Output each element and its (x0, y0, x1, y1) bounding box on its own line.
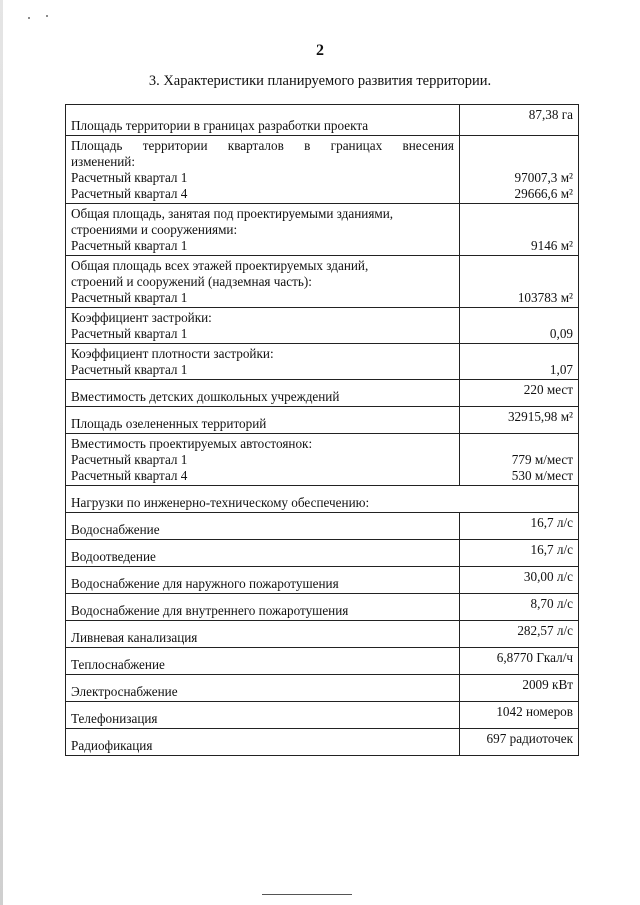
row-label (66, 344, 460, 380)
row-label-line: Расчетный квартал 4 (71, 468, 188, 483)
scan-edge (0, 0, 3, 905)
table-row (66, 486, 579, 513)
row-value (460, 344, 579, 380)
row-label-line: Расчетный квартал 1 (71, 238, 188, 253)
row-label-line: Телефонизация (71, 711, 158, 726)
footer-rule (262, 894, 352, 895)
table-row (66, 344, 579, 380)
row-value (460, 434, 579, 486)
row-value (460, 308, 579, 344)
row-value-line: 530 м/мест (511, 468, 573, 483)
table-row (66, 136, 579, 204)
row-label-line: Коэффициент плотности застройки: (71, 346, 274, 361)
row-value-line: 32915,98 м² (507, 409, 573, 424)
row-label-line: изменений: (71, 154, 136, 169)
row-label (66, 648, 460, 675)
row-value-line: 2009 кВт (522, 677, 573, 692)
row-label (66, 675, 460, 702)
row-value-line: 87,38 га (528, 107, 573, 122)
row-label (66, 594, 460, 621)
table-row (66, 105, 579, 136)
table-row (66, 434, 579, 486)
table-row (66, 513, 579, 540)
row-value (460, 594, 579, 621)
row-value (460, 648, 579, 675)
row-value-line: 9146 м² (531, 238, 573, 253)
row-label-line: Расчетный квартал 1 (71, 452, 188, 467)
scan-speck (28, 17, 30, 19)
row-value-line: 282,57 л/с (517, 623, 573, 638)
row-label-line: Расчетный квартал 4 (71, 186, 188, 201)
table-row (66, 594, 579, 621)
row-label-line: Теплоснабжение (71, 657, 165, 672)
table-row (66, 308, 579, 344)
row-value-line: 697 радиоточек (486, 731, 573, 746)
row-label-line: Площадь территории в границах разработки проекта (71, 118, 369, 133)
row-label (66, 308, 460, 344)
row-value-line: 1042 номеров (496, 704, 573, 719)
row-label (66, 513, 460, 540)
row-label (66, 434, 460, 486)
row-value (460, 621, 579, 648)
row-label (66, 380, 460, 407)
row-value (460, 702, 579, 729)
row-value (460, 729, 579, 756)
row-value (460, 513, 579, 540)
row-label-line: Водоснабжение для наружного пожаротушения (71, 576, 339, 591)
row-value-line: 1,07 (549, 362, 573, 377)
row-value-line: 30,00 л/с (523, 569, 573, 584)
table-row (66, 256, 579, 308)
row-value (460, 204, 579, 256)
row-value (460, 136, 579, 204)
row-value-line: 29666,6 м² (514, 186, 573, 201)
row-label (66, 256, 460, 308)
row-value (460, 567, 579, 594)
row-label (66, 729, 460, 756)
row-label-line: строениями и сооружениями: (71, 222, 238, 237)
table-row (66, 648, 579, 675)
row-label-line: Коэффициент застройки: (71, 310, 212, 325)
scan-speck (46, 15, 48, 17)
characteristics-table (65, 104, 579, 756)
row-value-line: 6,8770 Гкал/ч (496, 650, 573, 665)
row-label-line: Водоснабжение (71, 522, 160, 537)
row-value-line: 8,70 л/с (530, 596, 573, 611)
table-row (66, 702, 579, 729)
row-value (460, 540, 579, 567)
row-label-line: Радиофикация (71, 738, 153, 753)
row-value-line: 16,7 л/с (530, 515, 573, 530)
row-value-line: 16,7 л/с (530, 542, 573, 557)
table-row (66, 407, 579, 434)
row-value-line: 779 м/мест (511, 452, 573, 467)
table-row (66, 675, 579, 702)
row-value (460, 256, 579, 308)
table-row (66, 567, 579, 594)
row-label-line: Общая площадь, занятая под проектируемыми зданиями, (71, 206, 394, 221)
row-label-line: Расчетный квартал 1 (71, 290, 188, 305)
row-label-line: Водоотведение (71, 549, 156, 564)
row-label-line: Вместимость детских дошкольных учреждений (71, 389, 340, 404)
row-label-line: Электроснабжение (71, 684, 178, 699)
table-row (66, 621, 579, 648)
row-label (66, 567, 460, 594)
table-row (66, 540, 579, 567)
page-number: 2 (316, 42, 324, 59)
row-label (66, 136, 460, 204)
row-label-line: Водоснабжение для внутреннего пожаротушения (71, 603, 349, 618)
row-value-line: 0,09 (549, 326, 573, 341)
table-row (66, 204, 579, 256)
row-value-line: 103783 м² (517, 290, 573, 305)
row-value (460, 380, 579, 407)
row-label-line: Общая площадь всех этажей проектируемых зданий, (71, 258, 369, 273)
row-label-line: Ливневая канализация (71, 630, 198, 645)
row-label-line: Расчетный квартал 1 (71, 326, 188, 341)
row-label-line: Площадь озелененных территорий (71, 416, 267, 431)
row-label-line: Нагрузки по инженерно-техническому обеспечению: (71, 495, 370, 510)
section-title: 3. Характеристики планируемого развития территории. (148, 73, 492, 89)
row-label (66, 621, 460, 648)
row-value-line: 220 мест (523, 382, 573, 397)
row-label (66, 204, 460, 256)
row-label (66, 540, 460, 567)
row-value (460, 407, 579, 434)
table-row (66, 380, 579, 407)
row-value-line: 97007,3 м² (514, 170, 573, 185)
row-label-line: Вместимость проектируемых автостоянок: (71, 436, 313, 451)
table-row (66, 729, 579, 756)
row-label-line: Площадь территории кварталов в границах внесения (71, 138, 454, 153)
row-label (66, 105, 460, 136)
row-label (66, 407, 460, 434)
row-label (66, 486, 579, 513)
row-label-line: строений и сооружений (надземная часть): (71, 274, 312, 289)
row-label (66, 702, 460, 729)
row-label-line: Расчетный квартал 1 (71, 170, 188, 185)
row-value (460, 675, 579, 702)
row-label-line: Расчетный квартал 1 (71, 362, 188, 377)
row-value (460, 105, 579, 136)
